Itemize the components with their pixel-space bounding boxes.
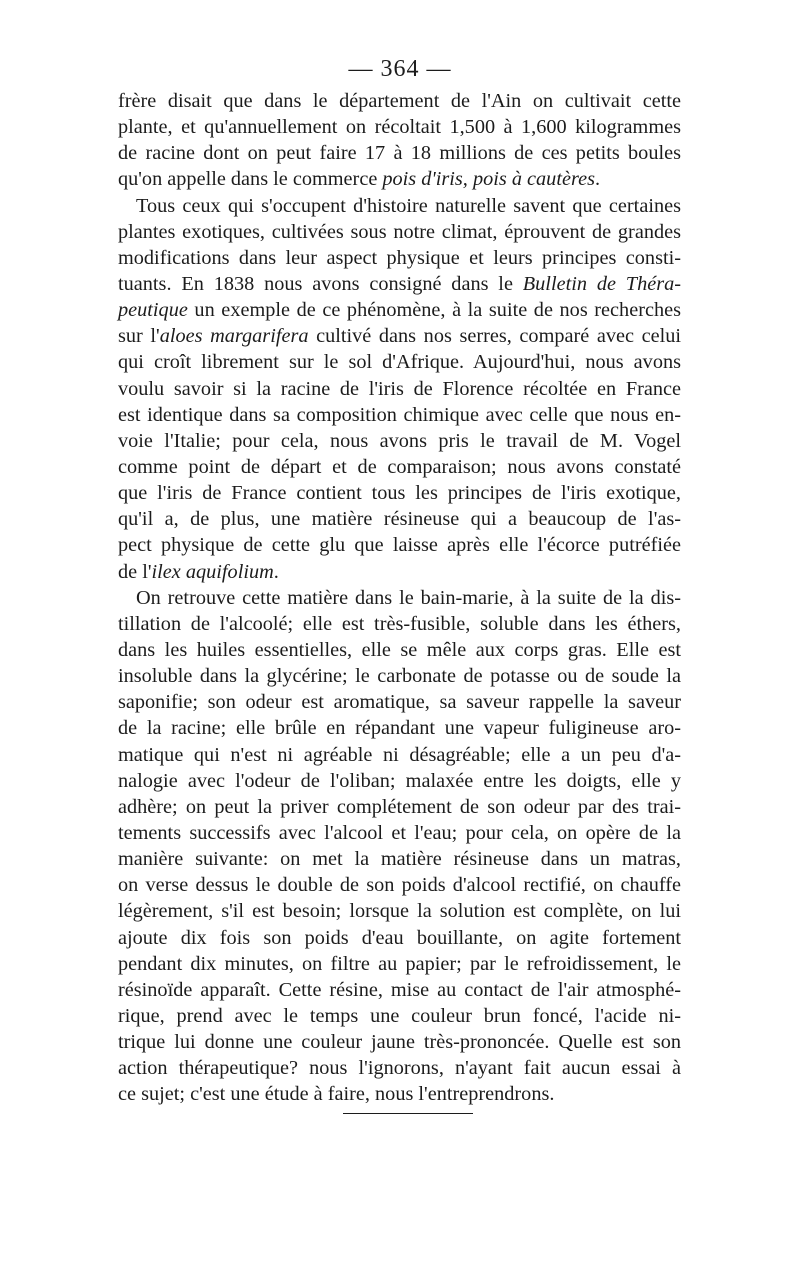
text-line: résinoïde apparaît. Cette résine, mise au contact de l'air atmosphé- [118,978,681,1001]
text-line: qu'il a, de plus, une matière résineuse qui a beaucoup de l'as- [118,508,681,531]
text-line: dans les huiles essentielles, elle se mêle aux corps gras. Elle est [118,638,681,661]
text-line: de racine dont on peut faire 17 à 18 millions de ces petits boules [118,142,681,165]
text-line: on verse dessus le double de son poids d'alcool rectifié, on chauffe [118,874,681,897]
text-line: voie l'Italie; pour cela, nous avons pris le travail de M. Vogel [118,429,681,452]
text-line: de la racine; elle brûle en répandant une vapeur fuligineuse aro- [118,717,681,740]
text-line: nalogie avec l'odeur de l'oliban; malaxée entre les doigts, elle y [118,769,681,792]
text-line: tillation de l'alcoolé; elle est très-fusible, soluble dans les éthers, [118,612,681,635]
text-line: manière suivante: on met la matière résineuse dans un matras, [118,848,681,871]
text-line: frère disait que dans le département de l'Ain on cultivait cette [118,90,681,112]
end-rule [343,1113,473,1114]
text-line: qui croît librement sur le sol d'Afrique. Aujourd'hui, nous avons [118,351,681,374]
text-line: tements successifs avec l'alcool et l'eau; pour cela, on opère de la [118,821,681,844]
page-number: — 364 — [348,56,452,82]
text-line: pendant dix minutes, on filtre au papier; par le refroidissement, le [118,952,681,975]
text-line: comme point de départ et de comparaison; nous avons constaté [118,455,681,478]
text-line: pect physique de cette glu que laisse après elle l'écorce putréfiée [118,534,681,557]
text-line: tuants. En 1838 nous avons consigné dans le Bulletin de Théra- [118,272,681,295]
text-line: matique qui n'est ni agréable ni désagréable; elle a un peu d'a- [118,743,681,766]
text-line: sur l'aloes margarifera cultivé dans nos serres, comparé avec celui [118,325,681,348]
text-line: qu'on appelle dans le commerce pois d'iris, pois à cautères. [118,168,601,191]
text-line: saponifie; son odeur est aromatique, sa saveur rappelle la saveur [118,691,681,714]
text-line: de l'ilex aquifolium. [118,560,279,583]
text-line: Tous ceux qui s'occupent d'histoire naturelle savent que certaines [136,194,681,217]
text-line: ce sujet; c'est une étude à faire, nous l'entreprendrons. [118,1083,555,1106]
text-line: voulu savoir si la racine de l'iris de Florence récoltée en France [118,377,681,400]
text-line: plantes exotiques, cultivées sous notre climat, éprouvent de grandes [118,220,681,243]
text-line: peutique un exemple de ce phénomène, à la suite de nos recherches [118,299,681,322]
text-line: modifications dans leur aspect physique et leurs principes consti- [118,246,681,269]
text-line: légèrement, s'il est besoin; lorsque la solution est complète, on lui [118,900,681,923]
text-line: plante, et qu'annuellement on récoltait 1,500 à 1,600 kilogrammes [118,116,681,139]
text-line: ajoute dix fois son poids d'eau bouillante, on agite fortement [118,926,681,949]
body-text [118,88,681,1107]
text-line: rique, prend avec le temps une couleur brun foncé, l'acide ni- [118,1004,681,1027]
text-line: action thérapeutique? nous l'ignorons, n'ayant fait aucun essai à [118,1057,681,1080]
text-line: adhère; on peut la priver complétement de son odeur par des trai- [118,795,681,818]
text-line: que l'iris de France contient tous les principes de l'iris exotique, [118,482,681,505]
text-line: trique lui donne une couleur jaune très-prononcée. Quelle est son [118,1031,681,1054]
text-line: est identique dans sa composition chimique avec celle que nous en- [118,403,681,426]
text-line: On retrouve cette matière dans le bain-marie, à la suite de la dis- [136,586,681,609]
text-line: insoluble dans la glycérine; le carbonate de potasse ou de soude la [118,665,681,688]
